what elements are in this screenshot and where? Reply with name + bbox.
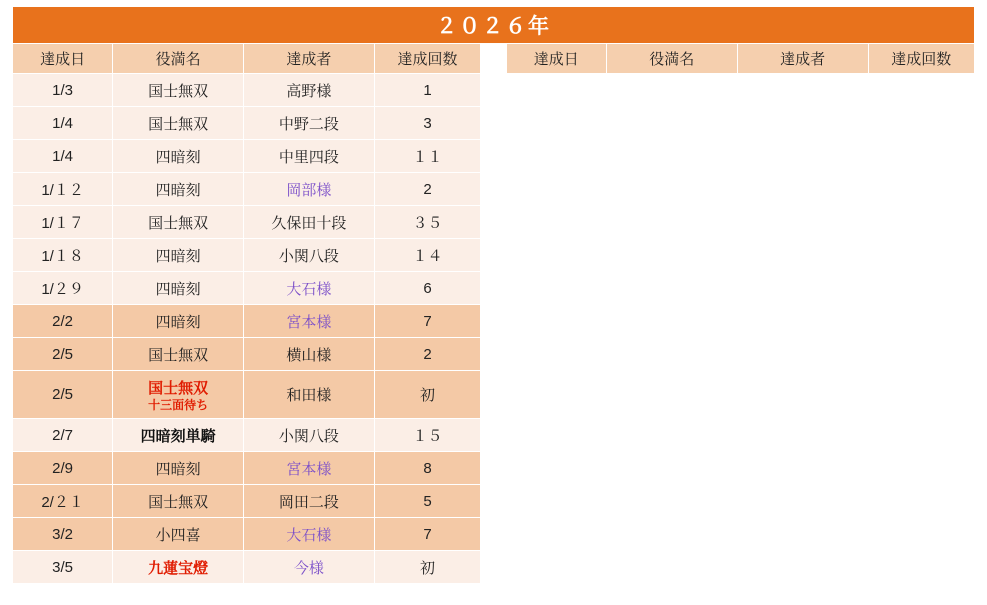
empty-cell bbox=[607, 107, 737, 139]
cell-count: 初 bbox=[375, 551, 480, 583]
cell-player: 横山様 bbox=[244, 338, 374, 370]
empty-cell bbox=[869, 452, 974, 484]
yakuman-table bbox=[12, 6, 975, 584]
column-gap bbox=[481, 140, 506, 172]
empty-cell bbox=[607, 371, 737, 418]
cell-player[interactable]: 宮本様 bbox=[244, 452, 374, 484]
column-header-player-right: 達成者 bbox=[738, 44, 868, 73]
table-row bbox=[13, 551, 974, 583]
cell-count: １４ bbox=[375, 239, 480, 271]
column-header-date-right: 達成日 bbox=[507, 44, 606, 73]
yaku-label: 小四喜 bbox=[155, 526, 201, 544]
column-header-player-left: 達成者 bbox=[244, 44, 374, 73]
empty-cell bbox=[869, 419, 974, 451]
cell-date: 1/１８ bbox=[13, 239, 112, 271]
empty-cell bbox=[738, 107, 868, 139]
empty-cell bbox=[607, 272, 737, 304]
empty-cell bbox=[738, 206, 868, 238]
yaku-label: 四暗刻 bbox=[155, 181, 201, 199]
column-gap bbox=[481, 272, 506, 304]
yaku-label: 四暗刻 bbox=[155, 148, 201, 166]
header-row bbox=[13, 44, 974, 73]
column-gap bbox=[481, 107, 506, 139]
table-row bbox=[13, 272, 974, 304]
cell-count: 2 bbox=[375, 173, 480, 205]
cell-yaku-name bbox=[113, 485, 243, 517]
column-gap bbox=[481, 551, 506, 583]
cell-count: 初 bbox=[375, 371, 480, 418]
cell-yaku-name bbox=[113, 305, 243, 337]
empty-cell bbox=[607, 206, 737, 238]
cell-date: 1/4 bbox=[13, 107, 112, 139]
cell-date: 2/7 bbox=[13, 419, 112, 451]
empty-cell bbox=[738, 338, 868, 370]
title-row bbox=[13, 7, 974, 43]
cell-yaku-name bbox=[113, 452, 243, 484]
cell-player[interactable]: 大石様 bbox=[244, 272, 374, 304]
cell-player[interactable]: 今様 bbox=[244, 551, 374, 583]
empty-cell bbox=[738, 239, 868, 271]
empty-cell bbox=[607, 518, 737, 550]
yaku-label: 国士無双 bbox=[148, 379, 209, 397]
empty-cell bbox=[507, 305, 606, 337]
empty-cell bbox=[607, 452, 737, 484]
cell-date: 2/２１ bbox=[13, 485, 112, 517]
column-gap bbox=[481, 371, 506, 418]
cell-count: 1 bbox=[375, 74, 480, 106]
yaku-sublabel: 十三面待ち bbox=[148, 397, 209, 412]
column-gap bbox=[481, 239, 506, 271]
table-row bbox=[13, 206, 974, 238]
column-gap bbox=[481, 206, 506, 238]
cell-yaku-name bbox=[113, 338, 243, 370]
empty-cell bbox=[738, 485, 868, 517]
cell-player: 中里四段 bbox=[244, 140, 374, 172]
cell-date: 1/4 bbox=[13, 140, 112, 172]
table-row bbox=[13, 239, 974, 271]
cell-date: 1/3 bbox=[13, 74, 112, 106]
yaku-label: 四暗刻 bbox=[155, 313, 201, 331]
table-row bbox=[13, 485, 974, 517]
table-row bbox=[13, 140, 974, 172]
empty-cell bbox=[869, 107, 974, 139]
cell-player[interactable]: 大石様 bbox=[244, 518, 374, 550]
table-body bbox=[13, 7, 974, 583]
cell-date: 1/１２ bbox=[13, 173, 112, 205]
cell-player: 和田様 bbox=[244, 371, 374, 418]
table-row bbox=[13, 173, 974, 205]
empty-cell bbox=[738, 452, 868, 484]
empty-cell bbox=[507, 239, 606, 271]
column-header-count-right: 達成回数 bbox=[869, 44, 974, 73]
cell-date: 2/5 bbox=[13, 371, 112, 418]
yaku-label: 国士無双 bbox=[148, 214, 209, 232]
column-gap bbox=[481, 452, 506, 484]
empty-cell bbox=[869, 74, 974, 106]
empty-cell bbox=[607, 305, 737, 337]
cell-yaku-name bbox=[113, 551, 243, 583]
cell-yaku-name bbox=[113, 74, 243, 106]
cell-date: 1/１７ bbox=[13, 206, 112, 238]
empty-cell bbox=[869, 371, 974, 418]
empty-cell bbox=[738, 518, 868, 550]
empty-cell bbox=[738, 551, 868, 583]
empty-cell bbox=[738, 173, 868, 205]
empty-cell bbox=[507, 371, 606, 418]
table-row bbox=[13, 518, 974, 550]
column-header-date-left: 達成日 bbox=[13, 44, 112, 73]
cell-count: 5 bbox=[375, 485, 480, 517]
empty-cell bbox=[869, 272, 974, 304]
cell-date: 3/2 bbox=[13, 518, 112, 550]
cell-count: 7 bbox=[375, 305, 480, 337]
cell-count: 3 bbox=[375, 107, 480, 139]
empty-cell bbox=[607, 140, 737, 172]
cell-yaku-name bbox=[113, 107, 243, 139]
yaku-label: 国士無双 bbox=[148, 82, 209, 100]
column-gap bbox=[481, 485, 506, 517]
empty-cell bbox=[507, 419, 606, 451]
cell-player[interactable]: 岡部様 bbox=[244, 173, 374, 205]
cell-count: １１ bbox=[375, 140, 480, 172]
cell-player: 久保田十段 bbox=[244, 206, 374, 238]
empty-cell bbox=[738, 74, 868, 106]
column-gap bbox=[481, 44, 506, 73]
empty-cell bbox=[507, 173, 606, 205]
empty-cell bbox=[869, 239, 974, 271]
yaku-label: 国士無双 bbox=[148, 115, 209, 133]
cell-count: 7 bbox=[375, 518, 480, 550]
cell-player: 中野二段 bbox=[244, 107, 374, 139]
column-gap bbox=[481, 74, 506, 106]
empty-cell bbox=[607, 239, 737, 271]
cell-date: 1/２９ bbox=[13, 272, 112, 304]
yaku-label: 四暗刻単騎 bbox=[140, 427, 216, 445]
cell-yaku-name bbox=[113, 419, 243, 451]
empty-cell bbox=[869, 485, 974, 517]
empty-cell bbox=[869, 206, 974, 238]
empty-cell bbox=[507, 272, 606, 304]
column-header-count-left: 達成回数 bbox=[375, 44, 480, 73]
yaku-label: 国士無双 bbox=[148, 493, 209, 511]
cell-player[interactable]: 宮本様 bbox=[244, 305, 374, 337]
empty-cell bbox=[869, 338, 974, 370]
empty-cell bbox=[607, 551, 737, 583]
empty-cell bbox=[738, 305, 868, 337]
empty-cell bbox=[507, 518, 606, 550]
empty-cell bbox=[507, 452, 606, 484]
empty-cell bbox=[869, 551, 974, 583]
yaku-label: 国士無双 bbox=[148, 346, 209, 364]
yaku-label: 四暗刻 bbox=[155, 280, 201, 298]
table-row bbox=[13, 305, 974, 337]
column-gap bbox=[481, 338, 506, 370]
cell-player: 高野様 bbox=[244, 74, 374, 106]
cell-yaku-name bbox=[113, 140, 243, 172]
table-row bbox=[13, 107, 974, 139]
column-header-yaku-right: 役満名 bbox=[607, 44, 737, 73]
empty-cell bbox=[607, 485, 737, 517]
yaku-label: 四暗刻 bbox=[155, 247, 201, 265]
column-gap bbox=[481, 305, 506, 337]
cell-yaku-name bbox=[113, 239, 243, 271]
cell-yaku-name bbox=[113, 206, 243, 238]
cell-count: 2 bbox=[375, 338, 480, 370]
cell-player: 小関八段 bbox=[244, 239, 374, 271]
cell-count: １５ bbox=[375, 419, 480, 451]
cell-date: 2/5 bbox=[13, 338, 112, 370]
cell-yaku-name bbox=[113, 272, 243, 304]
empty-cell bbox=[869, 173, 974, 205]
table-row bbox=[13, 419, 974, 451]
empty-cell bbox=[607, 338, 737, 370]
table-row bbox=[13, 74, 974, 106]
page-root bbox=[0, 6, 987, 605]
cell-player: 岡田二段 bbox=[244, 485, 374, 517]
cell-yaku-name bbox=[113, 371, 243, 418]
cell-count: 6 bbox=[375, 272, 480, 304]
table-row bbox=[13, 452, 974, 484]
empty-cell bbox=[607, 74, 737, 106]
empty-cell bbox=[507, 107, 606, 139]
empty-cell bbox=[869, 305, 974, 337]
table-row bbox=[13, 338, 974, 370]
cell-date: 2/2 bbox=[13, 305, 112, 337]
column-gap bbox=[481, 419, 506, 451]
empty-cell bbox=[507, 74, 606, 106]
yaku-label: 四暗刻 bbox=[155, 460, 201, 478]
empty-cell bbox=[738, 140, 868, 172]
column-header-yaku-left: 役満名 bbox=[113, 44, 243, 73]
table-row bbox=[13, 371, 974, 418]
empty-cell bbox=[507, 551, 606, 583]
empty-cell bbox=[738, 371, 868, 418]
empty-cell bbox=[738, 272, 868, 304]
empty-cell bbox=[869, 140, 974, 172]
cell-date: 2/9 bbox=[13, 452, 112, 484]
empty-cell bbox=[507, 338, 606, 370]
empty-cell bbox=[607, 173, 737, 205]
column-gap bbox=[481, 518, 506, 550]
column-gap bbox=[481, 173, 506, 205]
empty-cell bbox=[507, 485, 606, 517]
empty-cell bbox=[507, 206, 606, 238]
empty-cell bbox=[607, 419, 737, 451]
cell-count: 8 bbox=[375, 452, 480, 484]
empty-cell bbox=[869, 518, 974, 550]
cell-yaku-name bbox=[113, 173, 243, 205]
page-title: ２０２６年 bbox=[13, 7, 974, 43]
yaku-label: 九蓮宝燈 bbox=[148, 559, 209, 577]
cell-count: ３５ bbox=[375, 206, 480, 238]
empty-cell bbox=[738, 419, 868, 451]
cell-yaku-name bbox=[113, 518, 243, 550]
cell-date: 3/5 bbox=[13, 551, 112, 583]
cell-player: 小関八段 bbox=[244, 419, 374, 451]
empty-cell bbox=[507, 140, 606, 172]
